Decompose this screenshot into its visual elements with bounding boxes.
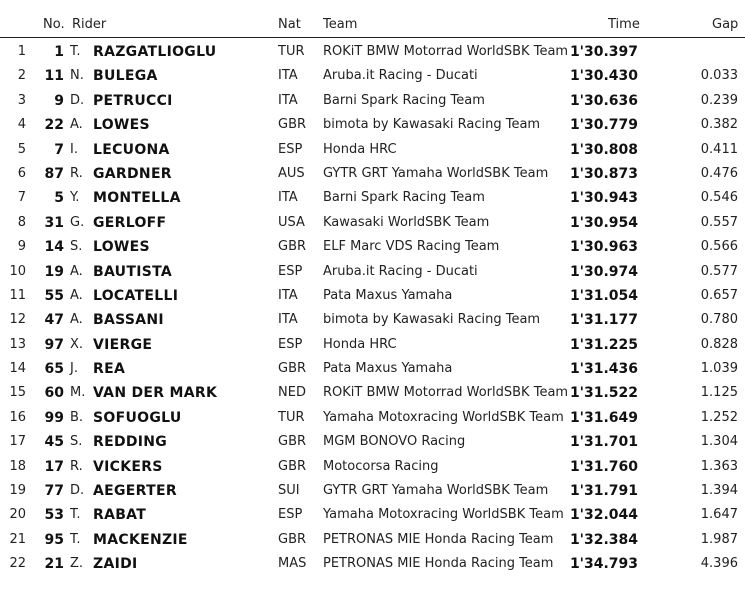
position: 11 (9, 287, 26, 303)
rider-surname: BASSANI (93, 312, 164, 329)
position: 6 (17, 165, 26, 181)
gap: 0.476 (700, 165, 738, 181)
team-name: ROKiT BMW Motorrad WorldSBK Team (323, 44, 569, 59)
rider-initial: J. (70, 361, 78, 377)
rider-surname: LOWES (93, 239, 150, 256)
table-row (0, 357, 745, 381)
position: 21 (9, 531, 26, 547)
table-row (0, 89, 745, 113)
position: 19 (9, 483, 26, 499)
rider-initial: T. (70, 531, 81, 547)
team-name: Pata Maxus Yamaha (323, 287, 453, 303)
table-row (0, 455, 745, 479)
nationality: ITA (278, 190, 298, 206)
rider-surname: GERLOFF (93, 214, 167, 231)
lap-time: 1'30.943 (569, 190, 638, 207)
rider-initial: S. (70, 239, 83, 255)
lap-time: 1'32.384 (569, 531, 638, 548)
lap-time: 1'30.636 (569, 92, 638, 109)
header-team: Team (323, 17, 358, 32)
rider-initial: T. (70, 44, 81, 59)
rider-surname: SOFUOGLU (93, 409, 182, 426)
position: 4 (17, 117, 26, 133)
gap: 0.577 (700, 263, 738, 279)
position: 22 (9, 556, 26, 572)
table-row (0, 308, 745, 332)
results-table (0, 40, 745, 577)
team-name: Barni Spark Racing Team (323, 190, 485, 206)
rider-number: 47 (44, 312, 64, 329)
rider-initial: D. (70, 92, 85, 108)
rider-surname: RABAT (93, 507, 147, 524)
rider-number: 95 (44, 531, 64, 548)
rider-number: 7 (54, 141, 64, 158)
team-name: Aruba.it Racing - Ducati (323, 263, 478, 279)
lap-time: 1'31.791 (569, 483, 638, 500)
lap-time: 1'31.760 (569, 458, 638, 475)
table-row (0, 138, 745, 162)
gap: 1.987 (700, 531, 738, 547)
gap: 0.557 (700, 214, 738, 230)
table-row (0, 211, 745, 235)
nationality: ESP (278, 141, 303, 157)
team-name: ELF Marc VDS Racing Team (323, 239, 500, 255)
rider-surname: VAN DER MARK (93, 385, 218, 402)
header-time: Time (608, 17, 640, 32)
rider-number: 1 (54, 44, 64, 60)
lap-time: 1'31.225 (569, 336, 638, 353)
team-name: ROKiT BMW Motorrad WorldSBK Team (323, 385, 569, 401)
team-name: Honda HRC (323, 336, 397, 352)
rider-number: 99 (44, 409, 64, 426)
position: 17 (9, 434, 26, 450)
header-divider (0, 37, 745, 38)
table-row (0, 113, 745, 137)
header-no: No. (43, 17, 65, 32)
table-row (0, 430, 745, 454)
nationality: ESP (278, 336, 303, 352)
gap: 0.239 (700, 92, 738, 108)
rider-initial: D. (70, 483, 85, 499)
nationality: AUS (278, 165, 305, 181)
lap-time: 1'31.701 (569, 434, 638, 451)
table-row (0, 333, 745, 357)
team-name: bimota by Kawasaki Racing Team (323, 312, 541, 328)
position: 9 (17, 239, 26, 255)
position: 13 (9, 336, 26, 352)
team-name: PETRONAS MIE Honda Racing Team (323, 556, 554, 572)
nationality: ITA (278, 312, 298, 328)
position: 1 (17, 44, 26, 59)
table-row (0, 186, 745, 210)
rider-number: 60 (44, 385, 64, 402)
rider-number: 53 (44, 507, 64, 524)
team-name: bimota by Kawasaki Racing Team (323, 117, 541, 133)
team-name: GYTR GRT Yamaha WorldSBK Team (323, 165, 549, 181)
nationality: ITA (278, 92, 298, 108)
rider-initial: X. (70, 336, 84, 352)
gap: 0.657 (700, 287, 738, 303)
team-name: MGM BONOVO Racing (323, 434, 466, 450)
rider-surname: GARDNER (93, 165, 172, 182)
rider-number: 55 (44, 287, 64, 304)
table-row (0, 284, 745, 308)
rider-surname: BAUTISTA (93, 263, 172, 280)
nationality: GBR (278, 531, 307, 547)
nationality: SUI (278, 483, 300, 499)
lap-time: 1'31.436 (569, 361, 638, 378)
lap-time: 1'30.779 (569, 117, 638, 134)
lap-time: 1'30.430 (569, 68, 638, 85)
lap-time: 1'30.873 (569, 165, 638, 182)
gap: 1.252 (700, 409, 738, 425)
nationality: MAS (278, 556, 307, 572)
gap: 1.394 (700, 483, 738, 499)
team-name: PETRONAS MIE Honda Racing Team (323, 531, 554, 547)
rider-surname: LOWES (93, 117, 150, 134)
gap: 0.033 (700, 68, 738, 84)
rider-initial: M. (70, 385, 86, 401)
nationality: USA (278, 214, 305, 230)
rider-surname: VICKERS (93, 458, 163, 475)
gap: 1.125 (700, 385, 738, 401)
nationality: NED (278, 385, 306, 401)
rider-surname: REA (93, 361, 126, 378)
rider-surname: VIERGE (93, 336, 153, 353)
team-name: Pata Maxus Yamaha (323, 361, 453, 377)
position: 14 (9, 361, 26, 377)
nationality: ESP (278, 507, 303, 523)
position: 20 (9, 507, 26, 523)
nationality: GBR (278, 434, 307, 450)
position: 7 (17, 190, 26, 206)
gap: 0.566 (700, 239, 738, 255)
team-name: Yamaha Motoxracing WorldSBK Team (323, 409, 564, 425)
rider-initial: S. (70, 434, 83, 450)
table-row (0, 406, 745, 430)
rider-number: 65 (44, 361, 64, 378)
position: 8 (17, 214, 26, 230)
lap-time: 1'32.044 (569, 507, 638, 524)
rider-surname: PETRUCCI (93, 92, 173, 109)
lap-time: 1'34.793 (569, 556, 638, 573)
rider-number: 11 (44, 68, 64, 85)
table-row (0, 528, 745, 552)
gap: 1.039 (700, 361, 738, 377)
rider-surname: LOCATELLI (93, 287, 179, 304)
rider-initial: Z. (70, 556, 84, 572)
position: 5 (17, 141, 26, 157)
lap-time: 1'30.974 (569, 263, 638, 280)
lap-time: 1'30.954 (569, 214, 638, 231)
position: 10 (9, 263, 26, 279)
rider-initial: N. (70, 68, 84, 84)
rider-initial: A. (70, 287, 83, 303)
team-name: Motocorsa Racing (323, 458, 439, 474)
table-row (0, 260, 745, 284)
lap-time: 1'31.522 (569, 385, 638, 402)
team-name: Barni Spark Racing Team (323, 92, 485, 108)
rider-number: 19 (44, 263, 64, 280)
rider-initial: B. (70, 409, 84, 425)
rider-number: 87 (44, 165, 64, 182)
gap: 1.647 (700, 507, 738, 523)
rider-initial: A. (70, 117, 83, 133)
rider-surname: AEGERTER (93, 483, 177, 500)
rider-number: 45 (44, 434, 64, 451)
table-row (0, 64, 745, 88)
rider-surname: BULEGA (93, 68, 158, 85)
rider-number: 22 (44, 117, 64, 134)
nationality: GBR (278, 361, 307, 377)
position: 15 (9, 385, 26, 401)
rider-number: 14 (44, 239, 64, 256)
table-row (0, 503, 745, 527)
team-name: Yamaha Motoxracing WorldSBK Team (323, 507, 564, 523)
lap-time: 1'30.397 (569, 44, 638, 60)
rider-surname: MONTELLA (93, 190, 181, 207)
rider-number: 31 (44, 214, 64, 231)
rider-initial: I. (70, 141, 78, 157)
position: 18 (9, 458, 26, 474)
nationality: GBR (278, 117, 307, 133)
team-name: Aruba.it Racing - Ducati (323, 68, 478, 84)
table-row (0, 40, 745, 64)
lap-time: 1'31.649 (569, 409, 638, 426)
lap-time: 1'31.054 (569, 287, 638, 304)
gap: 0.382 (700, 117, 738, 133)
gap: 1.304 (700, 434, 738, 450)
rider-number: 9 (54, 92, 64, 109)
table-row (0, 235, 745, 259)
table-row (0, 162, 745, 186)
position: 12 (9, 312, 26, 328)
lap-time: 1'30.963 (569, 239, 638, 256)
gap: 1.363 (700, 458, 738, 474)
gap: 0.411 (700, 141, 738, 157)
nationality: ITA (278, 287, 298, 303)
position: 3 (17, 92, 26, 108)
team-name: GYTR GRT Yamaha WorldSBK Team (323, 483, 549, 499)
nationality: TUR (278, 44, 305, 59)
rider-surname: MACKENZIE (93, 531, 188, 548)
table-row (0, 381, 745, 405)
rider-surname: LECUONA (93, 141, 170, 158)
rider-surname: RAZGATLIOGLU (93, 44, 217, 60)
rider-surname: REDDING (93, 434, 168, 451)
gap: 0.828 (700, 336, 738, 352)
rider-initial: R. (70, 165, 83, 181)
rider-number: 17 (44, 458, 64, 475)
header-gap: Gap (712, 17, 739, 32)
rider-surname: ZAIDI (93, 556, 138, 573)
nationality: TUR (278, 409, 305, 425)
lap-time: 1'31.177 (569, 312, 638, 329)
nationality: GBR (278, 239, 307, 255)
team-name: Kawasaki WorldSBK Team (323, 214, 490, 230)
gap: 4.396 (700, 556, 738, 572)
nationality: ESP (278, 263, 303, 279)
rider-initial: G. (70, 214, 85, 230)
rider-initial: A. (70, 263, 83, 279)
gap: 0.546 (700, 190, 738, 206)
rider-initial: Y. (70, 190, 80, 206)
position: 16 (9, 409, 26, 425)
nationality: ITA (278, 68, 298, 84)
lap-time: 1'30.808 (569, 141, 638, 158)
gap: 0.780 (700, 312, 738, 328)
table-row (0, 479, 745, 503)
header-nat: Nat (278, 17, 301, 32)
rider-initial: T. (70, 507, 81, 523)
header-rider: Rider (72, 17, 107, 32)
rider-number: 21 (44, 556, 64, 573)
rider-number: 5 (54, 190, 64, 207)
rider-initial: R. (70, 458, 83, 474)
rider-initial: A. (70, 312, 83, 328)
position: 2 (17, 68, 26, 84)
nationality: GBR (278, 458, 307, 474)
results-header (0, 17, 745, 35)
rider-number: 77 (44, 483, 64, 500)
table-row (0, 552, 745, 576)
team-name: Honda HRC (323, 141, 397, 157)
rider-number: 97 (44, 336, 64, 353)
